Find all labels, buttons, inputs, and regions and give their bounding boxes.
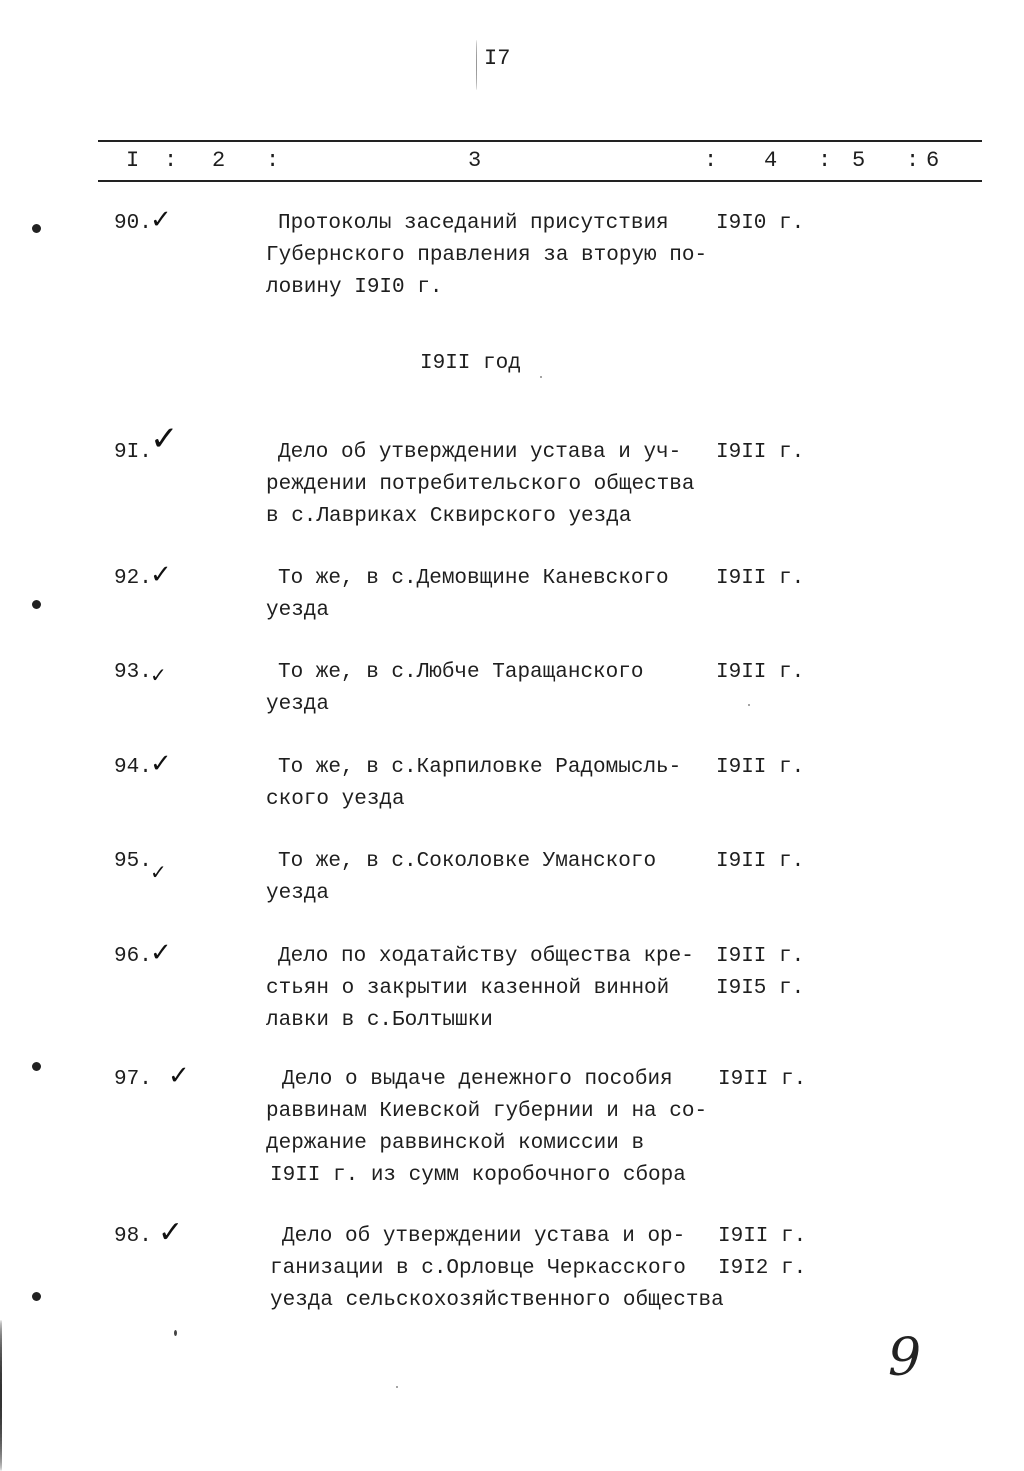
entry-number: 92. xyxy=(114,567,152,590)
entry-title-line: в с.Лавриках Сквирского уезда xyxy=(266,505,632,528)
col-separator: : xyxy=(164,148,178,173)
entry-title-line: Дело об утверждении устава и уч- xyxy=(278,441,682,464)
entry-title-line: уезда xyxy=(266,882,330,905)
entry-number: 98. xyxy=(114,1225,152,1248)
binding-hole-mark xyxy=(32,224,41,233)
page-number: I7 xyxy=(484,46,511,71)
entry-title-line: лавки в с.Болтышки xyxy=(266,1009,493,1032)
binding-hole-mark xyxy=(32,1292,41,1301)
entry-title-line: ского уезда xyxy=(266,788,405,811)
scan-artifact xyxy=(476,40,477,90)
entry-title-line: Дело о выдаче денежного пособия xyxy=(282,1068,673,1091)
entry-title-line: Дело по ходатайству общества кре- xyxy=(278,945,694,968)
scan-artifact xyxy=(0,1320,2,1471)
entry-number: 9I. xyxy=(114,441,152,464)
entry-number: 94. xyxy=(114,756,152,779)
entry-dates xyxy=(718,1221,806,1285)
entry-date: I9II г. xyxy=(716,756,805,779)
entry-dates xyxy=(716,941,804,1005)
entry-title xyxy=(266,657,716,721)
entry-title-line: реждении потребительского общества xyxy=(266,473,695,496)
entry-date: I9II г. xyxy=(718,1225,807,1248)
check-mark-icon: ✓ xyxy=(150,560,172,590)
col-6-label: 6 xyxy=(926,148,940,173)
col-separator: : xyxy=(906,148,920,173)
entry-title-line: держание раввинской комиссии в xyxy=(266,1132,645,1155)
handwritten-sheet-number: 9 xyxy=(888,1328,922,1388)
entry-date: I9II г. xyxy=(716,441,805,464)
entry-title-line: То же, в с.Соколовке Уманского xyxy=(278,850,657,873)
entry-title xyxy=(266,941,716,1037)
check-mark-icon: ✓ xyxy=(158,1215,184,1250)
entry-dates xyxy=(716,846,804,878)
entry-title-line: То же, в с.Карпиловке Радомысль- xyxy=(278,756,682,779)
entry-title xyxy=(266,563,716,627)
entry-number: 96. xyxy=(114,945,152,968)
entry-dates xyxy=(716,657,804,689)
col-separator: : xyxy=(704,148,718,173)
col-separator: : xyxy=(818,148,832,173)
entry-title-line: ловину I9I0 г. xyxy=(266,276,443,299)
entry-date: I9II г. xyxy=(716,567,805,590)
scan-artifact xyxy=(174,1330,177,1336)
entry-title-line: I9II г. из сумм коробочного сбора xyxy=(270,1164,686,1187)
entry-title-line: ганизации в с.Орловце Черкасского xyxy=(270,1257,686,1280)
year-heading: I9II год xyxy=(420,352,521,375)
entry-date: I9I0 г. xyxy=(716,212,805,235)
col-1-label: I xyxy=(126,148,140,173)
entry-title-line: раввинам Киевской губернии и на со- xyxy=(266,1100,708,1123)
binding-hole-mark xyxy=(32,1062,41,1071)
entry-date: I9II г. xyxy=(716,661,805,684)
check-mark-icon: ✓ xyxy=(150,419,179,459)
check-mark-icon: ✓ xyxy=(150,749,172,779)
col-4-label: 4 xyxy=(764,148,778,173)
scan-artifact xyxy=(396,1386,398,1388)
col-2-label: 2 xyxy=(212,148,226,173)
check-mark-icon: ✓ xyxy=(150,938,172,968)
entry-date: I9II г. xyxy=(718,1068,807,1091)
entry-title xyxy=(266,846,716,910)
entry-title-line: уезда xyxy=(266,693,330,716)
entry-number: 90. xyxy=(114,212,152,235)
entry-date: I9I5 г. xyxy=(716,977,805,1000)
table-column-header xyxy=(0,148,1024,174)
col-separator: : xyxy=(266,148,280,173)
col-3-label: 3 xyxy=(468,148,482,173)
check-mark-icon: ✓ xyxy=(168,1061,190,1091)
table-header-rule xyxy=(98,180,982,182)
entry-title xyxy=(266,437,716,533)
entry-dates xyxy=(716,752,804,784)
entry-dates xyxy=(716,208,804,240)
check-mark-icon: ✓ xyxy=(150,663,167,687)
entry-title-line: То же, в с.Любче Таращанского xyxy=(278,661,644,684)
entry-title xyxy=(266,1221,724,1317)
entry-date: I9II г. xyxy=(716,945,805,968)
check-mark-icon: ✓ xyxy=(150,205,172,235)
entry-number: 93. xyxy=(114,661,152,684)
entry-title-line: Дело об утверждении устава и ор- xyxy=(282,1225,686,1248)
check-mark-icon: ✓ xyxy=(150,860,167,884)
scan-artifact xyxy=(748,704,750,706)
entry-title-line: уезда сельскохозяйственного общества xyxy=(270,1289,724,1312)
entry-title-line: стьян о закрытии казенной винной xyxy=(266,977,670,1000)
entry-title xyxy=(266,1064,716,1192)
entry-title-line: уезда xyxy=(266,599,330,622)
entry-title xyxy=(266,752,716,816)
table-top-rule xyxy=(98,140,982,142)
scan-artifact xyxy=(540,376,542,378)
entry-date: I9I2 г. xyxy=(718,1257,807,1280)
entry-title-line: Протоколы заседаний присутствия xyxy=(278,212,669,235)
entry-number: 95. xyxy=(114,850,152,873)
entry-dates xyxy=(718,1064,806,1096)
entry-dates xyxy=(716,563,804,595)
entry-number: 97. xyxy=(114,1068,152,1091)
entry-date: I9II г. xyxy=(716,850,805,873)
entry-title-line: Губернского правления за вторую по- xyxy=(266,244,708,267)
binding-hole-mark xyxy=(32,600,41,609)
col-5-label: 5 xyxy=(852,148,866,173)
entry-title-line: То же, в с.Демовщине Каневского xyxy=(278,567,669,590)
entry-dates xyxy=(716,437,804,469)
entry-title xyxy=(266,208,716,304)
